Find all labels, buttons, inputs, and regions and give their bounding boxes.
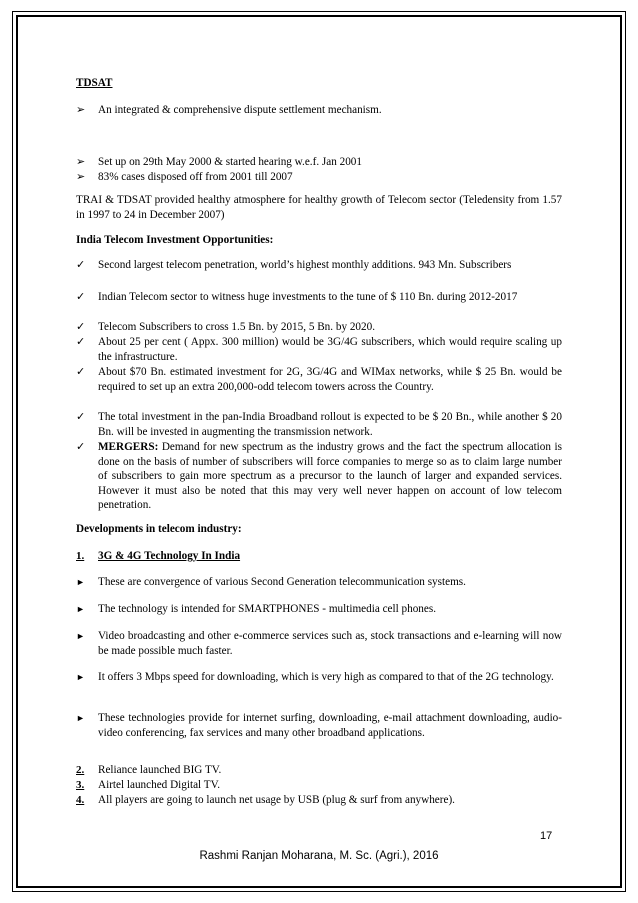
- mergers-label: MERGERS:: [98, 441, 159, 453]
- triangle-bullet-icon: ►: [76, 604, 85, 614]
- check-icon: ✓: [76, 366, 86, 378]
- triangle-bullet-icon: ►: [76, 631, 85, 641]
- list-item: ► Video broadcasting and other e-commerce services such as, stock transactions and e-learning will now be made possible much faster.: [76, 630, 562, 657]
- list-item: ✓ Telecom Subscribers to cross 1.5 Bn. by 2015, 5 Bn. by 2020.: [76, 321, 376, 333]
- list-item: ✓ The total investment in the pan-India Broadband rollout is expected to be $ 20 Bn., while another $ 20 Bn. will be invested in augmenting the transmission network.: [76, 411, 562, 438]
- number-label: 3.: [76, 779, 85, 791]
- list-item: ► The technology is intended for SMARTPHONES - multimedia cell phones.: [76, 603, 437, 615]
- number-label: 1.: [76, 550, 85, 562]
- list-item: ✓ Indian Telecom sector to witness huge investments to the tune of $ 110 Bn. during 2012-2017: [76, 291, 518, 303]
- list-item: ✓ MERGERS: Demand for new spectrum as the industry grows and the fact the spectrum allocation is done on the basis of number of subscribers will force companies to merge so as to claim large number of subscribers to gain more spectrum as a precursor to the launch of larger and expanded services. However it must also be noted that this may very well never happen on account of low telecom penetration.: [76, 441, 562, 512]
- page-number: 17: [540, 830, 553, 842]
- investment-heading: India Telecom Investment Opportunities:: [76, 234, 274, 246]
- check-icon: ✓: [76, 321, 86, 333]
- number-label: 2.: [76, 764, 85, 776]
- list-item: 3. Airtel launched Digital TV.: [76, 779, 221, 791]
- list-item: ► These are convergence of various Second Generation telecommunication systems.: [76, 576, 466, 588]
- check-icon: ✓: [76, 411, 86, 423]
- list-item: ✓ About $70 Bn. estimated investment for 2G, 3G/4G and WIMax networks, while $ 25 Bn. would be required to set up an extra 200,000-odd telecom towers across the Country.: [76, 366, 562, 393]
- triangle-bullet-icon: ►: [76, 713, 85, 723]
- triangle-bullet-icon: ►: [76, 672, 85, 682]
- arrow-bullet-icon: ➢: [76, 156, 86, 168]
- list-item: ► It offers 3 Mbps speed for downloading, which is very high as compared to that of the 2G technology.: [76, 671, 554, 683]
- list-item: 4. All players are going to launch net usage by USB (plug & surf from anywhere).: [76, 794, 455, 806]
- footer-author: Rashmi Ranjan Moharana, M. Sc. (Agri.), 2016: [199, 850, 439, 862]
- check-icon: ✓: [76, 441, 86, 453]
- subheading-3g-4g: 1. 3G & 4G Technology In India: [76, 550, 241, 562]
- check-icon: ✓: [76, 291, 86, 303]
- list-item: ✓ Second largest telecom penetration, world’s highest monthly additions. 943 Mn. Subscribers: [76, 259, 512, 271]
- list-item: ► These technologies provide for internet surfing, downloading, e-mail attachment downloading, audio-video conferencing, fax services and many other broadband applications.: [76, 712, 562, 739]
- arrow-bullet-icon: ➢: [76, 171, 86, 183]
- number-label: 4.: [76, 794, 85, 806]
- list-item: ➢ 83% cases disposed off from 2001 till 2007: [76, 171, 293, 183]
- check-icon: ✓: [76, 259, 86, 271]
- tdsat-paragraph: TRAI & TDSAT provided healthy atmosphere for healthy growth of Telecom sector (Teledensity from 1.57 in 1997 to 24 in December 2007): [76, 194, 562, 221]
- tdsat-heading: TDSAT: [76, 77, 113, 89]
- list-item: ➢ Set up on 29th May 2000 & started hearing w.e.f. Jan 2001: [76, 156, 362, 168]
- developments-heading: Developments in telecom industry:: [76, 523, 242, 535]
- arrow-bullet-icon: ➢: [76, 104, 86, 116]
- list-item: ✓ About 25 per cent ( Appx. 300 million) would be 3G/4G subscribers, which would require scaling up the infrastructure.: [76, 336, 562, 363]
- check-icon: ✓: [76, 336, 86, 348]
- triangle-bullet-icon: ►: [76, 577, 85, 587]
- list-item: 2. Reliance launched BIG TV.: [76, 764, 222, 776]
- list-item: ➢ An integrated & comprehensive dispute settlement mechanism.: [76, 104, 382, 116]
